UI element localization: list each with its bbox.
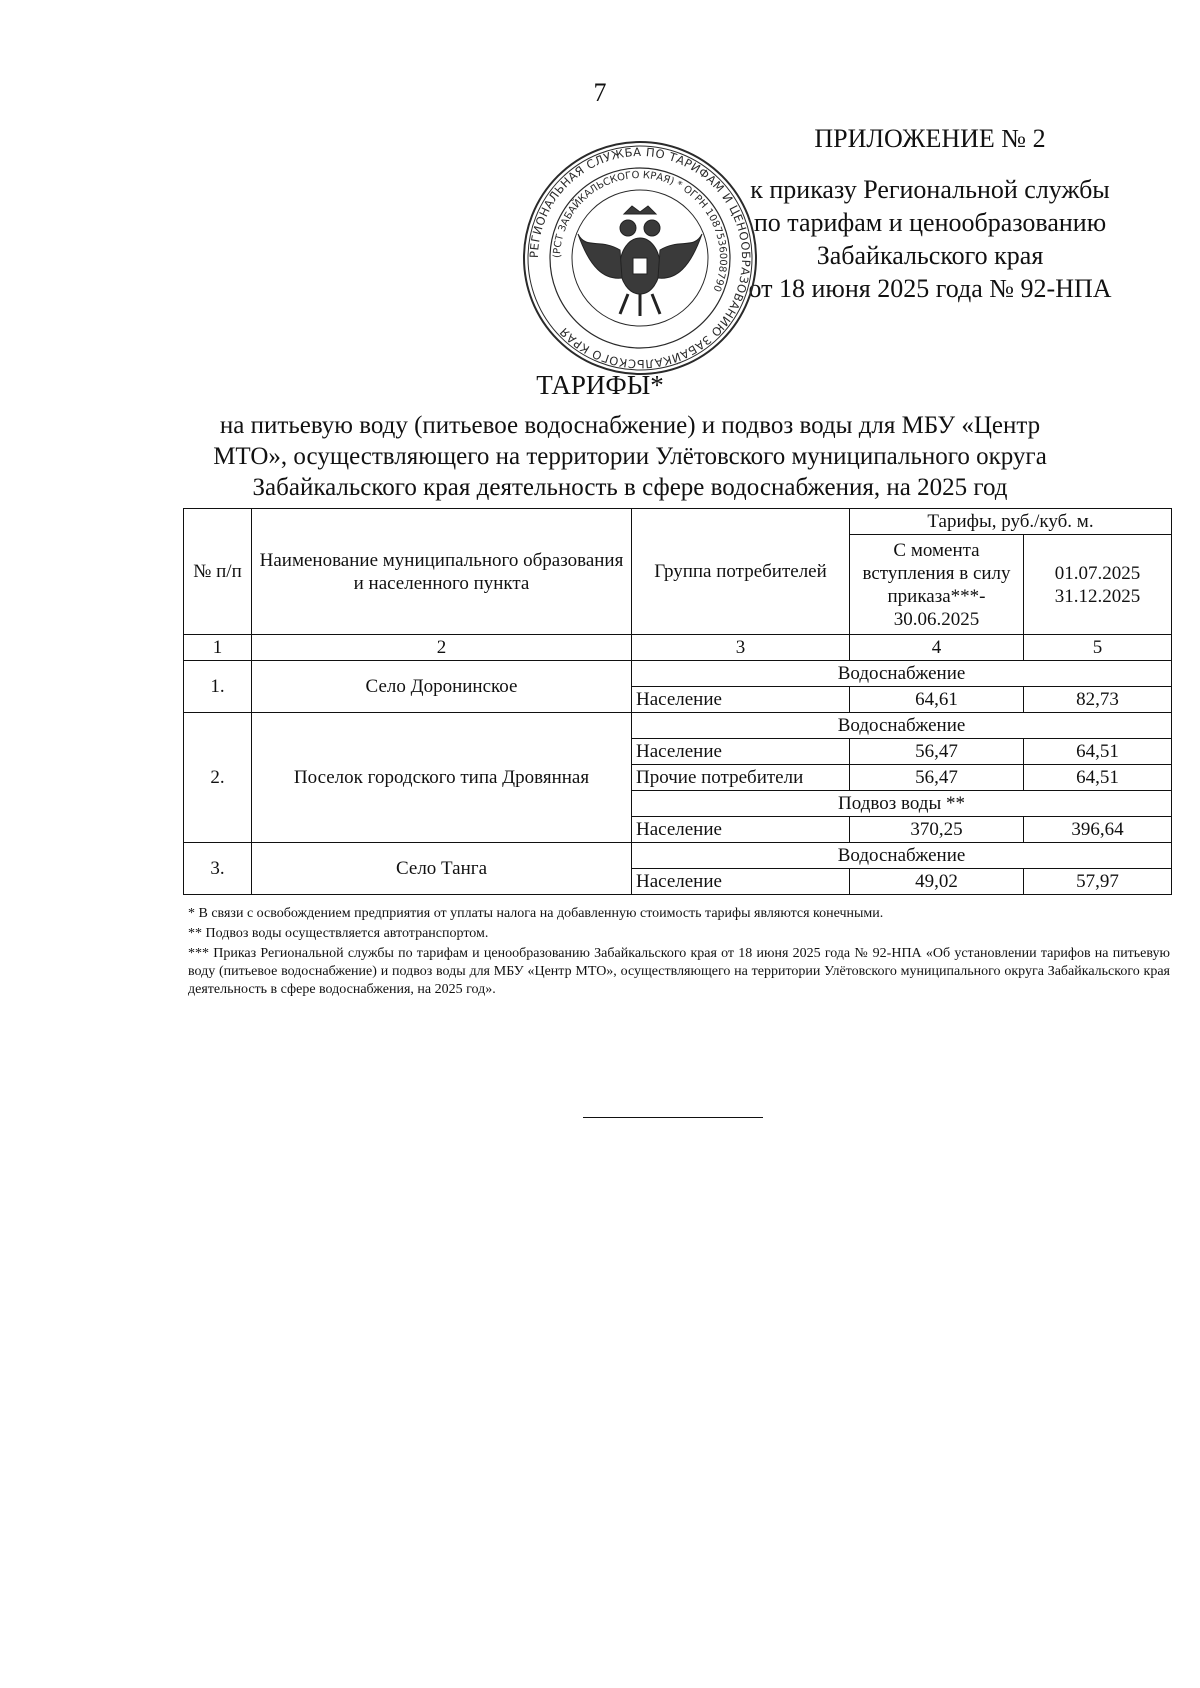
consumer-group: Население xyxy=(632,817,850,843)
seal-inner-text: (РСТ ЗАБАЙКАЛЬСКОГО КРАЯ) * ОГРН 1087536008790 xyxy=(551,169,729,294)
appendix-header xyxy=(700,122,1160,305)
header-num: № п/п xyxy=(184,509,252,635)
consumer-group: Прочие потребители xyxy=(632,765,850,791)
service-section: Водоснабжение xyxy=(632,661,1172,687)
header-tariffs: Тарифы, руб./куб. м. xyxy=(850,509,1172,535)
appendix-line: к приказу Региональной службы xyxy=(750,175,1110,204)
tariff-value: 82,73 xyxy=(1024,687,1172,713)
row-number: 2. xyxy=(184,713,252,843)
consumer-group: Население xyxy=(632,869,850,895)
tariff-value: 56,47 xyxy=(850,765,1024,791)
state-seal-icon xyxy=(520,138,760,378)
document-subtitle: на питьевую воду (питьевое водоснабжение) и подвоз воды для МБУ «Центр МТО», осуществляющего на территории Улётовского муниципального округа Забайкальского края деятельность в сфере водоснабжения, на 2025 год xyxy=(213,412,1047,501)
footnote: ** Подвоз воды осуществляется автотранспортом. xyxy=(188,926,489,941)
column-number: 4 xyxy=(850,635,1024,661)
column-number: 2 xyxy=(252,635,632,661)
table-row xyxy=(184,843,1172,869)
settlement-name: Поселок городского типа Дровянная xyxy=(252,713,632,843)
header-period-2: 01.07.2025 31.12.2025 xyxy=(1024,535,1172,635)
appendix-line: по тарифам и ценообразованию xyxy=(753,208,1107,237)
seal-outer-text: РЕГИОНАЛЬНАЯ СЛУЖБА ПО ТАРИФАМ И ЦЕНООБРАЗОВАНИЮ ЗАБАЙКАЛЬСКОГО КРАЯ xyxy=(526,144,754,372)
settlement-name: Село Танга xyxy=(252,843,632,895)
appendix-line: Забайкальского края xyxy=(816,241,1044,270)
consumer-group: Население xyxy=(632,739,850,765)
tariff-value: 56,47 xyxy=(850,739,1024,765)
tariff-value: 49,02 xyxy=(850,869,1024,895)
tariff-table xyxy=(183,508,1172,895)
header-period-1: С момента вступления в силу приказа***- 30.06.2025 xyxy=(850,535,1024,635)
table-row xyxy=(184,713,1172,739)
tariff-value: 64,51 xyxy=(1024,739,1172,765)
column-number: 1 xyxy=(184,635,252,661)
tariff-value: 64,51 xyxy=(1024,765,1172,791)
column-number: 5 xyxy=(1024,635,1172,661)
appendix-title: ПРИЛОЖЕНИЕ № 2 xyxy=(814,124,1046,153)
footnote: * В связи с освобождением предприятия от уплаты налога на добавленную стоимость тарифы являются конечными. xyxy=(188,906,884,921)
end-divider xyxy=(583,1117,763,1118)
header-group: Группа потребителей xyxy=(632,509,850,635)
row-number: 1. xyxy=(184,661,252,713)
row-number: 3. xyxy=(184,843,252,895)
page-number: 7 xyxy=(593,78,607,107)
settlement-name: Село Доронинское xyxy=(252,661,632,713)
service-section: Подвоз воды ** xyxy=(632,791,1172,817)
column-number: 3 xyxy=(632,635,850,661)
tariff-value: 370,25 xyxy=(850,817,1024,843)
document-title: ТАРИФЫ* xyxy=(536,370,664,400)
tariff-value: 57,97 xyxy=(1024,869,1172,895)
tariff-value: 64,61 xyxy=(850,687,1024,713)
tariff-value: 396,64 xyxy=(1024,817,1172,843)
footnote: *** Приказ Региональной службы по тарифам и ценообразованию Забайкальского края от 18 июня 2025 года № 92-НПА «Об установлении тарифов на питьевую воду (питьевое водоснабжение) и подвоз воды для МБУ «Центр МТО», осуществляющего на территории Улётовского муниципального округа Забайкальского края деятельность в сфере водоснабжения, на 2025 год». xyxy=(188,946,1170,997)
column-numbers-row xyxy=(184,635,1172,661)
header-name: Наименование муниципального образования и населенного пункта xyxy=(252,509,632,635)
appendix-line: от 18 июня 2025 года № 92-НПА xyxy=(748,274,1112,303)
table-row xyxy=(184,661,1172,687)
service-section: Водоснабжение xyxy=(632,843,1172,869)
consumer-group: Население xyxy=(632,687,850,713)
service-section: Водоснабжение xyxy=(632,713,1172,739)
footnotes xyxy=(188,905,1170,1001)
